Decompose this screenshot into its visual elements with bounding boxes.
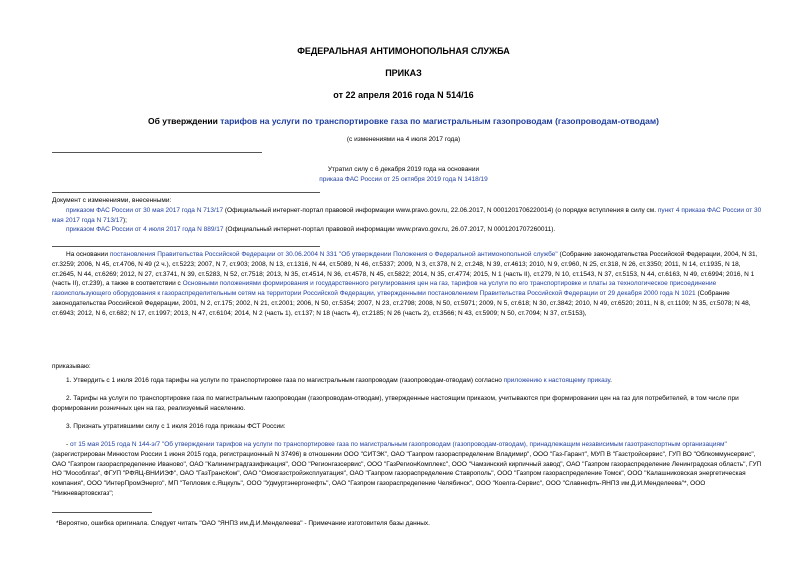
clause-text: . <box>610 377 612 384</box>
clause-4 <box>52 440 762 499</box>
amendments-note: (с изменениями на 4 июля 2017 года) <box>346 136 461 143</box>
clause-2: 2. Тарифы на услуги по транспортировке газа по магистральным газопроводам (газопроводам-отводам), утвержденные настоящим приказом, учитываются при формировании цен на газ для потребителей, в том числе при формировании розничных цен на газ, реализуемый населению. <box>52 395 739 412</box>
preamble-text: На основании <box>66 251 110 258</box>
changes-block <box>52 196 762 235</box>
regulation-link[interactable]: Основными положениями формирования и государственного регулирования цен на газ, тарифов на услуги по его транспортировке и платы за технологическое присоединение газоиспользующего оборудования к газораспределительным сетям на территории Российской Федерации, утвержденными постановлением Правительства Российской Федерации от 29 декабря 2000 года N 1021 <box>52 280 717 298</box>
preamble-text: (Собрание законодательства Российской Федерации, 2001, N 2, ст.175; 2002, N 21, ст.2001; 2006, N 50, ст.5354; 2007, N 23, ст.2798; 2008, N 50, ст.5971; 2009, N 5, ст.618; N 30, ст.3842; 2010, N 49, ст.6520; 2011, N 8, ст.1109; N 35, ст.5078; N 48, ст.6943; 2012, N 6, ст.682; N 17, ст.1997; 2013, N 47, ст.6104; 2014, N 2 (часть 1), ст.137; N 18 (часть 4), ст.2185; N 26 (часть 2), ст.3566; N 43, ст.5909; N 50, ст.7094; N 37, ст.5153), <box>52 290 751 317</box>
preamble-paragraph <box>52 250 762 319</box>
document-title <box>0 116 807 126</box>
clause-text: (зарегистрирован Минюстом России 1 июня 2015 года, регистрационный N 37496) в отношении ООО "СИТЭК", ОАО "Газпром газораспределение Владимир", ООО "Газ-Гарант", МУП В "Газстройсервис", ГУП ВО "Облкоммунсервис", ОАО "Газпром газораспределение Иваново", ОАО "Калининградгазификация", ООО "Регионгазсервис", ООО "ГазРегионКомплекс", ООО "Чамзинский кирпичный завод", ОАО "Газпром газораспределение Ленинградская область", ГУП НО "Мособлгаз", ФГУП "РФЯЦ-ВНИИЭФ", ОАО "ГазТрансКом", ОАО "Омскгазстройэксплуатация", ОАО "Газпром газораспределение Ставрополь", ООО "Газпром газораспределение Томск", ООО "Калашниковская энергетическая компания", ООО "ИнтерПромЭнерго", МП "Тепловик с.Ящкуль", ООО "Удмуртэнергонефть", ОАО "Газпром газораспределение Челябинск", ООО "Коелга-Сервис", ООО "Славнефть-ЯНПЗ им.Д.И.Менделеева"*, ООО "Нижневартовскгаз"; <box>52 450 762 497</box>
separator-rule <box>52 246 320 247</box>
repealed-order-link[interactable]: от 15 мая 2015 года N 144-э/7 "Об утверждении тарифов на услуги по транспортировке газа по магистральным газопроводам (газопроводам-отводам), принадлежащим независимым газотранспортным организациям" <box>69 441 727 448</box>
change-text: ); <box>122 216 127 224</box>
change-link[interactable]: приказом ФАС России от 4 июля 2017 года N 889/17 <box>66 226 224 234</box>
change-link[interactable]: пункт 4 приказа ФАС России от 30 мая 2017 года N 713/17 <box>52 206 762 224</box>
change-item <box>52 206 762 226</box>
preamble-text: (Собрание законодательства Российской Федерации, 2004, N 31, ст.3259; 2006, N 45, ст.4706, N 49 (2 ч.), ст.5223; 2007, N 7, ст.903; 2008, N 13, ст.1316, N 44, ст.5089, N 46, ст.5337; 2009, N 3, ст.378, N 2, ст.248, N 39, ст.4613; 2010, N 9, ст.960, N 25, ст.318, N 26, ст.3350; 2011, N 14, ст.1935, N 18, ст.2645, N 44, ст.6269; 2012, N 27, ст.3741, N 39, ст.5283, N 52, ст.7518; 2013, N 35, ст.4514, N 36, ст.4578, N 45, ст.5822; 2014, N 35, ст.4774; 2015, N 1 (часть II), ст.279, N 10, ст.1543, N 37, ст.5153, N 44, ст.6163, N 49, ст.6994; 2016, N 1 (часть II), ст.239), а также в соответствии с <box>52 251 758 288</box>
separator-rule <box>52 152 262 153</box>
footnote-rule <box>52 512 152 513</box>
regulation-link[interactable]: постановления Правительства Российской Федерации от 30.06.2004 N 331 "Об утверждении Положения о Федеральной антимонопольной службе" <box>109 251 558 258</box>
repeal-order-link[interactable]: приказа ФАС России от 25 октября 2019 года N 1418/19 <box>319 176 488 183</box>
title-prefix: Об утверждении <box>147 116 221 126</box>
agency-name: ФЕДЕРАЛЬНАЯ АНТИМОНОПОЛЬНАЯ СЛУЖБА <box>297 46 510 56</box>
clause-dash: - <box>66 441 70 448</box>
change-text: (Официальный интернет-портал правовой информации www.pravo.gov.ru, 22.06.2017, N 0001201706220014) (о порядке вступления в силу см. <box>223 206 658 214</box>
appendix-link[interactable]: приложению к настоящему приказу <box>503 377 611 384</box>
clause-3: 3. Признать утратившими силу с 1 июля 2016 года приказы ФСТ России: <box>66 423 286 430</box>
order-word: приказываю: <box>52 363 91 370</box>
document-type: ПРИКАЗ <box>385 68 422 78</box>
separator-rule <box>52 192 320 193</box>
clause-1 <box>52 376 762 386</box>
change-link[interactable]: приказом ФАС России от 30 мая 2017 года N 713/17 <box>66 206 224 214</box>
status-line: Утратил силу с 6 декабря 2019 года на основании <box>327 166 480 173</box>
title-link[interactable]: тарифов на услуги по транспортировке газа по магистральным газопроводам (газопроводам-отводам) <box>220 116 660 126</box>
change-text: (Официальный интернет-портал правовой информации www.pravo.gov.ru, 26.07.2017, N 0001201707260011). <box>223 226 556 234</box>
change-item <box>52 225 762 235</box>
document-date-number: от 22 апреля 2016 года N 514/16 <box>333 90 474 100</box>
clause-text: 1. Утвердить с 1 июля 2016 года тарифы на услуги по транспортировке газа по магистральным газопроводам (газопроводам-отводам) согласно <box>66 377 504 384</box>
changes-intro: Документ с изменениями, внесенными: <box>52 197 172 204</box>
footnote: *Вероятно, ошибка оригинала. Следует читать "ОАО "ЯНПЗ им.Д.И.Менделеева" - Примечание изготовителя базы данных. <box>56 520 430 527</box>
